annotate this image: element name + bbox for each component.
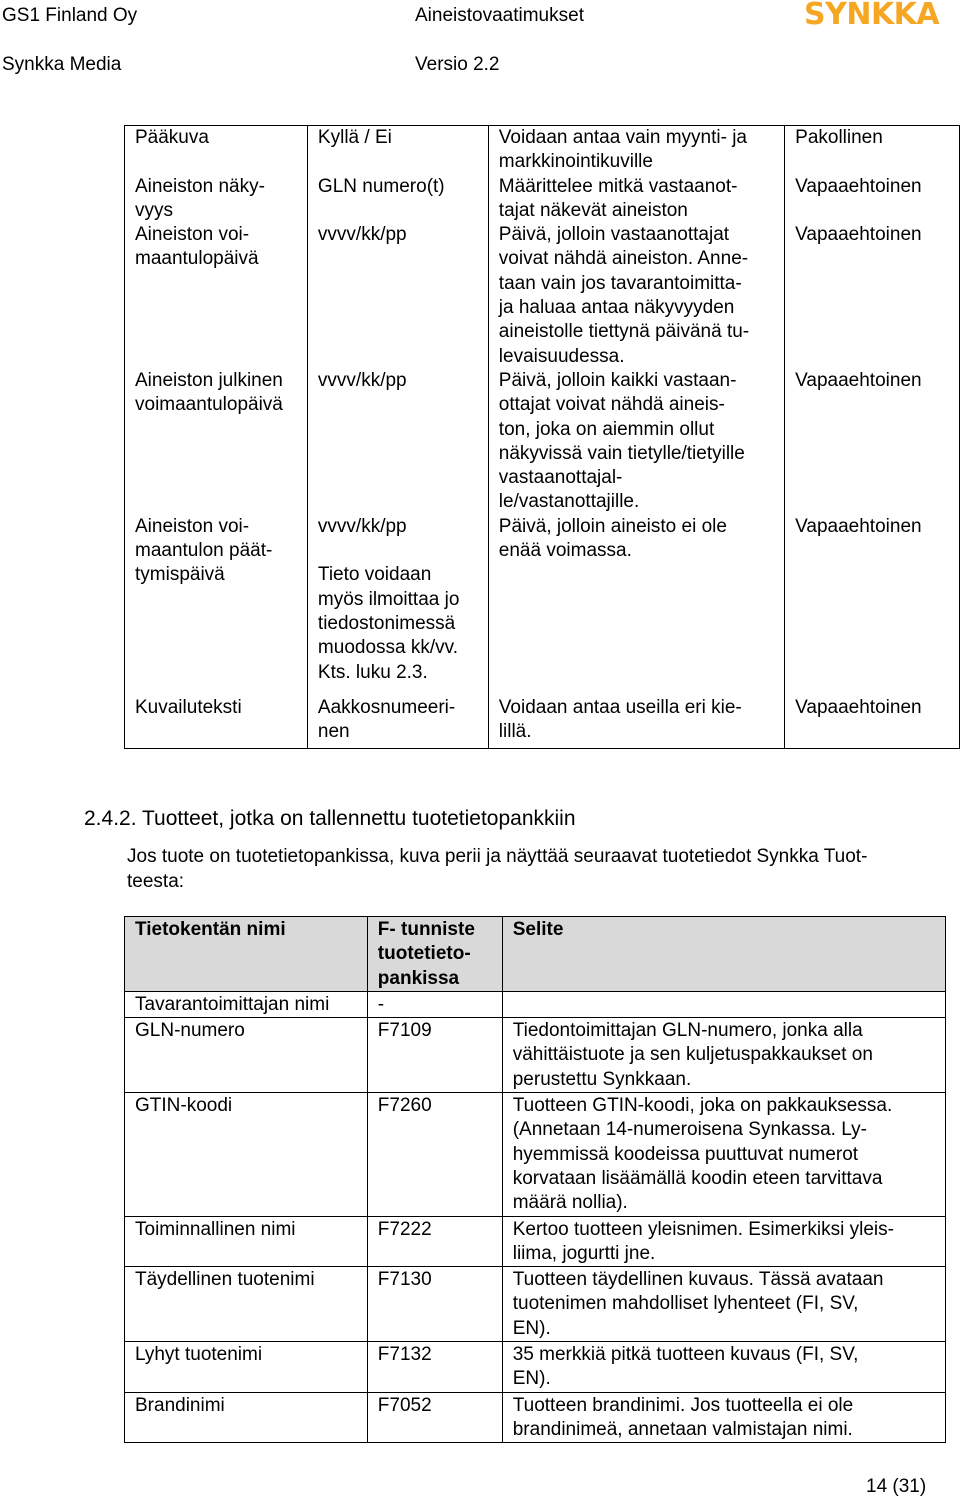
- field-name-cell: GTIN-koodi: [125, 1093, 368, 1216]
- description-cell: Päivä, jolloin aineisto ei ole enää voimassa.: [488, 515, 784, 685]
- logo-text: SYNKKA: [804, 0, 940, 32]
- field-name-cell: Kuvailuteksti: [125, 685, 308, 749]
- header-field-name: Tietokentän nimi: [125, 917, 368, 992]
- header-description: Selite: [502, 917, 945, 992]
- format-cell: vvvv/kk/pp: [307, 223, 488, 369]
- section-intro: Jos tuote on tuotetietopankissa, kuva perii ja näyttää seuraavat tuotetiedot Synkka Tuot- teesta:: [127, 846, 868, 892]
- table-header-row: [125, 917, 946, 992]
- f-code-cell: F7222: [367, 1216, 502, 1267]
- table-row: [125, 515, 960, 685]
- description-cell: Tuotteen GTIN-koodi, joka on pakkauksessa. (Annetaan 14-numeroisena Synkassa. Ly- hyemmissä koodeissa puuttuvat numerot korvataan lisäämällä koodin eteen tarvittava määrä nollia).: [502, 1093, 945, 1216]
- requirement-cell: Vapaaehtoinen: [785, 369, 960, 515]
- table-row: [125, 1093, 946, 1216]
- description-cell: Tiedontoimittajan GLN-numero, jonka alla vähittäistuote ja sen kuljetuspakkaukset on perustettu Synkkaan.: [502, 1018, 945, 1093]
- field-name-cell: Tavarantoimittajan nimi: [125, 991, 368, 1017]
- table-row: [125, 991, 946, 1017]
- description-cell: [502, 991, 945, 1017]
- format-cell: vvvv/kk/pp Tieto voidaan myös ilmoittaa jo tiedostonimessä muodossa kk/vv. Kts. luku 2.3.: [307, 515, 488, 685]
- field-name-cell: Pääkuva: [125, 126, 308, 175]
- description-cell: Päivä, jolloin vastaanottajat voivat nähdä aineiston. Anne- taan vain jos tavarantoimitta- ja haluaa antaa näkyvyyden aineistolle tiettynä päivänä tu- levaisuudessa.: [488, 223, 784, 369]
- description-cell: Kertoo tuotteen yleisnimen. Esimerkiksi yleis- liima, jogurtti jne.: [502, 1216, 945, 1267]
- version-label: Versio 2.2: [415, 54, 500, 75]
- table-row: [125, 1018, 946, 1093]
- format-cell: Aakkosnumeeri- nen: [307, 685, 488, 749]
- table-row: [125, 369, 960, 515]
- metadata-fields-table: [124, 125, 960, 749]
- f-code-cell: F7052: [367, 1392, 502, 1443]
- f-code-cell: F7132: [367, 1342, 502, 1393]
- table-row: [125, 223, 960, 369]
- field-name-cell: Aineiston julkinen voimaantulopäivä: [125, 369, 308, 515]
- section-heading: 2.4.2. Tuotteet, jotka on tallennettu tuotetietopankkiin: [84, 807, 576, 830]
- company-name: GS1 Finland Oy: [2, 5, 138, 26]
- table-row: [125, 1216, 946, 1267]
- format-cell: GLN numero(t): [307, 175, 488, 224]
- f-code-cell: F7130: [367, 1267, 502, 1342]
- f-code-cell: F7260: [367, 1093, 502, 1216]
- synkka-logo: [804, 0, 939, 30]
- field-name-cell: Aineiston näky- vyys: [125, 175, 308, 224]
- document-title: Aineistovaatimukset: [415, 5, 584, 26]
- field-name-cell: Aineiston voi- maantulon päät- tymispäivä: [125, 515, 308, 685]
- table-row: [125, 175, 960, 224]
- field-name-cell: Aineiston voi- maantulopäivä: [125, 223, 308, 369]
- table-row: [125, 1392, 946, 1443]
- unit-name: Synkka Media: [2, 54, 122, 75]
- header-f-code: F- tunniste tuotetieto- pankissa: [367, 917, 502, 992]
- table-row: [125, 126, 960, 175]
- requirement-cell: Pakollinen: [785, 126, 960, 175]
- description-cell: Määrittelee mitkä vastaanot- tajat näkevät aineiston: [488, 175, 784, 224]
- format-cell: Kyllä / Ei: [307, 126, 488, 175]
- field-name-cell: Lyhyt tuotenimi: [125, 1342, 368, 1393]
- field-name-cell: Brandinimi: [125, 1392, 368, 1443]
- table-row: [125, 1342, 946, 1393]
- table-row: [125, 685, 960, 749]
- description-cell: Tuotteen brandinimi. Jos tuotteella ei ole brandinimeä, annetaan valmistajan nimi.: [502, 1392, 945, 1443]
- description-cell: Voidaan antaa vain myynti- ja markkinointikuville: [488, 126, 784, 175]
- f-code-cell: -: [367, 991, 502, 1017]
- format-cell: vvvv/kk/pp: [307, 369, 488, 515]
- description-cell: Tuotteen täydellinen kuvaus. Tässä avataan tuotenimen mahdolliset lyhenteet (FI, SV, EN).: [502, 1267, 945, 1342]
- description-cell: Päivä, jolloin kaikki vastaan- ottajat voivat nähdä aineis- ton, joka on aiemmin ollut näkyvissä vain tietylle/tietyille vastaanottajal- le/vastanottajille.: [488, 369, 784, 515]
- page-number: 14 (31): [866, 1476, 927, 1497]
- requirement-cell: Vapaaehtoinen: [785, 685, 960, 749]
- f-code-cell: F7109: [367, 1018, 502, 1093]
- field-name-cell: GLN-numero: [125, 1018, 368, 1093]
- requirement-cell: Vapaaehtoinen: [785, 175, 960, 224]
- field-name-cell: Täydellinen tuotenimi: [125, 1267, 368, 1342]
- product-fields-table: [124, 916, 946, 1443]
- field-name-cell: Toiminnallinen nimi: [125, 1216, 368, 1267]
- description-cell: 35 merkkiä pitkä tuotteen kuvaus (FI, SV, EN).: [502, 1342, 945, 1393]
- table-row: [125, 1267, 946, 1342]
- requirement-cell: Vapaaehtoinen: [785, 515, 960, 685]
- requirement-cell: Vapaaehtoinen: [785, 223, 960, 369]
- description-cell: Voidaan antaa useilla eri kie- lillä.: [488, 685, 784, 749]
